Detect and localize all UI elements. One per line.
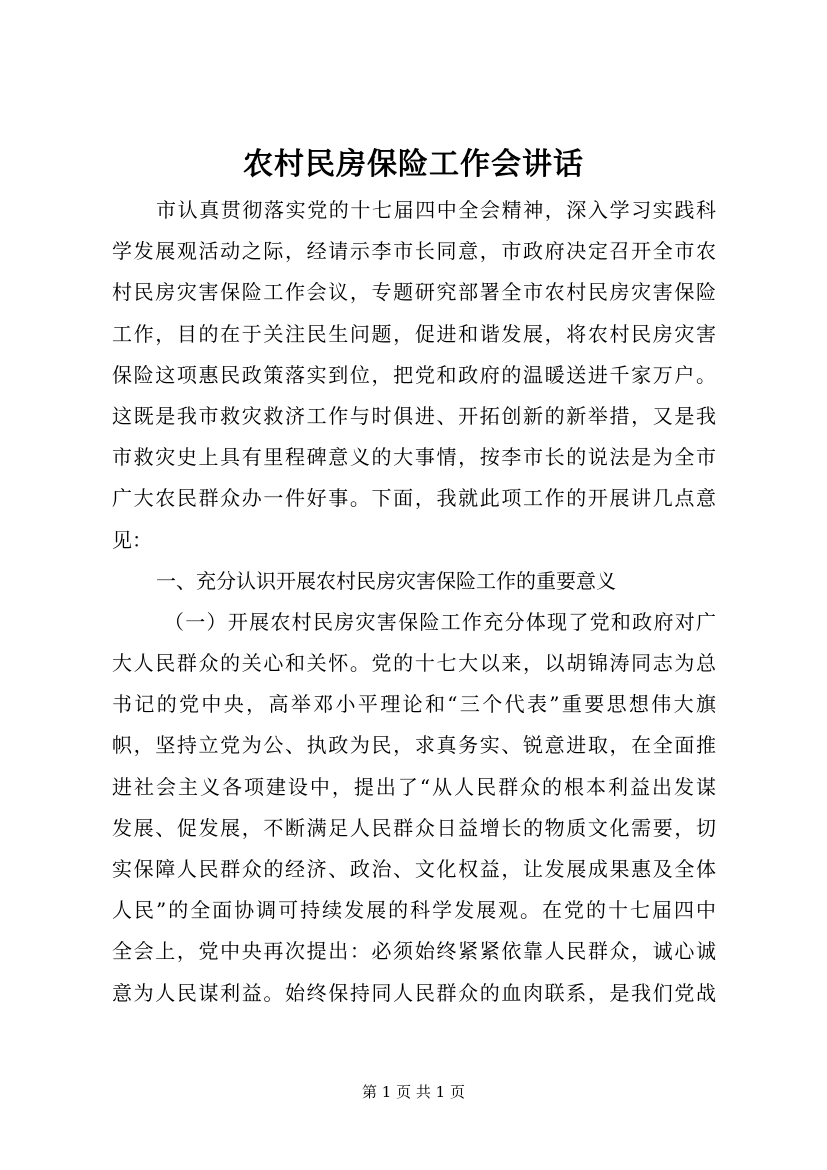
body-line: （一）开展农村民房灾害保险工作充分体现了党和政府对广 <box>164 609 716 634</box>
body-line: 见： <box>112 527 152 552</box>
body-line: 村民房灾害保险工作会议，专题研究部署全市农村民房灾害保险 <box>112 280 716 305</box>
body-line: 实保障人民群众的经济、政治、文化权益，让发展成果惠及全体 <box>112 857 716 881</box>
body-line: 工作，目的在于关注民生问题，促进和谐发展，将农村民房灾害 <box>112 321 716 346</box>
body-line: 保险这项惠民政策落实到位，把党和政府的温暖送进千家万户。 <box>112 362 716 387</box>
body-line: 发展、促发展，不断满足人民群众日益增长的物质文化需要，切 <box>112 815 716 840</box>
body-line: 市认真贯彻落实党的十七届四中全会精神，深入学习实践科 <box>156 198 716 222</box>
document-title: 农村民房保险工作会讲话 <box>243 147 584 182</box>
body-line: 帜，坚持立党为公、执政为民，求真务实、锐意进取，在全面推 <box>112 733 716 758</box>
body-line: 广大农民群众办一件好事。下面，我就此项工作的开展讲几点意 <box>112 486 716 511</box>
body-line: 书记的党中央，高举邓小平理论和“三个代表”重要思想伟大旗 <box>112 692 716 717</box>
section-heading: 一、充分认识开展农村民房灾害保险工作的重要意义 <box>156 568 616 593</box>
document-body <box>112 190 716 1014</box>
body-line: 学发展观活动之际，经请示李市长同意，市政府决定召开全市农 <box>112 239 716 264</box>
body-line: 人民”的全面协调可持续发展的科学发展观。在党的十七届四中 <box>112 898 716 923</box>
page-footer: 第 1 页 共 1 页 <box>362 1083 465 1101</box>
body-line: 市救灾史上具有里程碑意义的大事情，按李市长的说法是为全市 <box>112 445 716 470</box>
body-line: 这既是我市救灾救济工作与时俱进、开拓创新的新举措，又是我 <box>112 403 716 428</box>
body-line: 全会上，党中央再次提出：必须始终紧紧依靠人民群众，诚心诚 <box>112 939 716 964</box>
body-line: 大人民群众的关心和关怀。党的十七大以来，以胡锦涛同志为总 <box>112 651 716 676</box>
body-line: 意为人民谋利益。始终保持同人民群众的血肉联系，是我们党战 <box>112 980 716 1005</box>
body-line: 进社会主义各项建设中，提出了“从人民群众的根本利益出发谋 <box>112 774 716 799</box>
